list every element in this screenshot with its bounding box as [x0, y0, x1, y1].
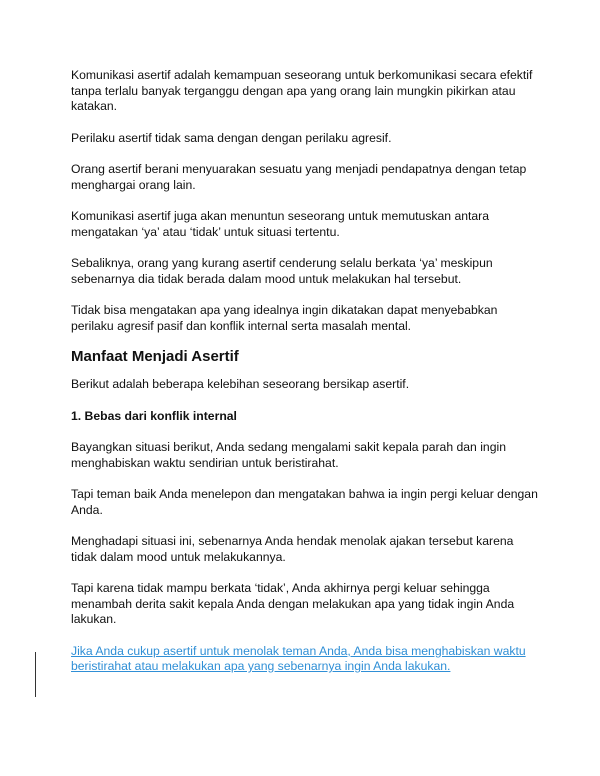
paragraph-definition: Komunikasi asertif adalah kemampuan seseorang untuk berkomunikasi secara efektif tanpa terlalu banyak terganggu dengan apa yang orang lain mungkin pikirkan atau katakan.	[71, 68, 533, 113]
benefit-subheading: 1. Bebas dari konflik internal	[71, 408, 237, 423]
paragraph-not-aggressive: Perilaku asertif tidak sama dengan dengan perilaku agresif.	[71, 130, 392, 145]
document-page	[71, 68, 541, 691]
paragraph-less-assertive: Sebaliknya, orang yang kurang asertif cenderung selalu berkata ‘ya’ meskipun sebenarnya dia tidak berada dalam mood untuk melakukan hal tersebut.	[71, 256, 493, 286]
section-heading: Manfaat Menjadi Asertif	[71, 348, 239, 365]
paragraph-passive-aggressive: Tidak bisa mengatakan apa yang idealnya ingin dikatakan dapat menyebabkan perilaku agresif pasif dan konflik internal serta masalah mental.	[71, 303, 498, 333]
section-intro: Berikut adalah beberapa kelebihan seseorang bersikap asertif.	[71, 377, 410, 391]
paragraph-brave-voice: Orang asertif berani menyuarakan sesuatu yang menjadi pendapatnya dengan tetap menghargai orang lain.	[71, 162, 527, 192]
revision-change-bar	[35, 652, 36, 697]
assertive-link-paragraph	[71, 644, 541, 675]
assertive-link[interactable]: Jika Anda cukup asertif untuk menolak teman Anda, Anda bisa menghabiskan waktu beristirahat atau melakukan apa yang sebenarnya ingin Anda lakukan.	[71, 643, 526, 673]
paragraph-imagine-situation: Bayangkan situasi berikut, Anda sedang mengalami sakit kepala parah dan ingin menghabiskan waktu sendirian untuk beristirahat.	[71, 440, 506, 470]
paragraph-cannot-say-no: Tapi karena tidak mampu berkata ‘tidak’, Anda akhirnya pergi keluar sehingga menambah derita sakit kepala Anda dengan melakukan apa yang tidak ingin Anda lakukan.	[71, 581, 515, 626]
paragraph-want-to-refuse: Menghadapi situasi ini, sebenarnya Anda hendak menolak ajakan tersebut karena tidak dalam mood untuk melakukannya.	[71, 534, 514, 564]
paragraph-yes-or-no: Komunikasi asertif juga akan menuntun seseorang untuk memutuskan antara mengatakan ‘ya’ atau ‘tidak’ untuk situasi tertentu.	[71, 209, 490, 239]
paragraph-friend-calls: Tapi teman baik Anda menelepon dan mengatakan bahwa ia ingin pergi keluar dengan Anda.	[71, 487, 538, 517]
